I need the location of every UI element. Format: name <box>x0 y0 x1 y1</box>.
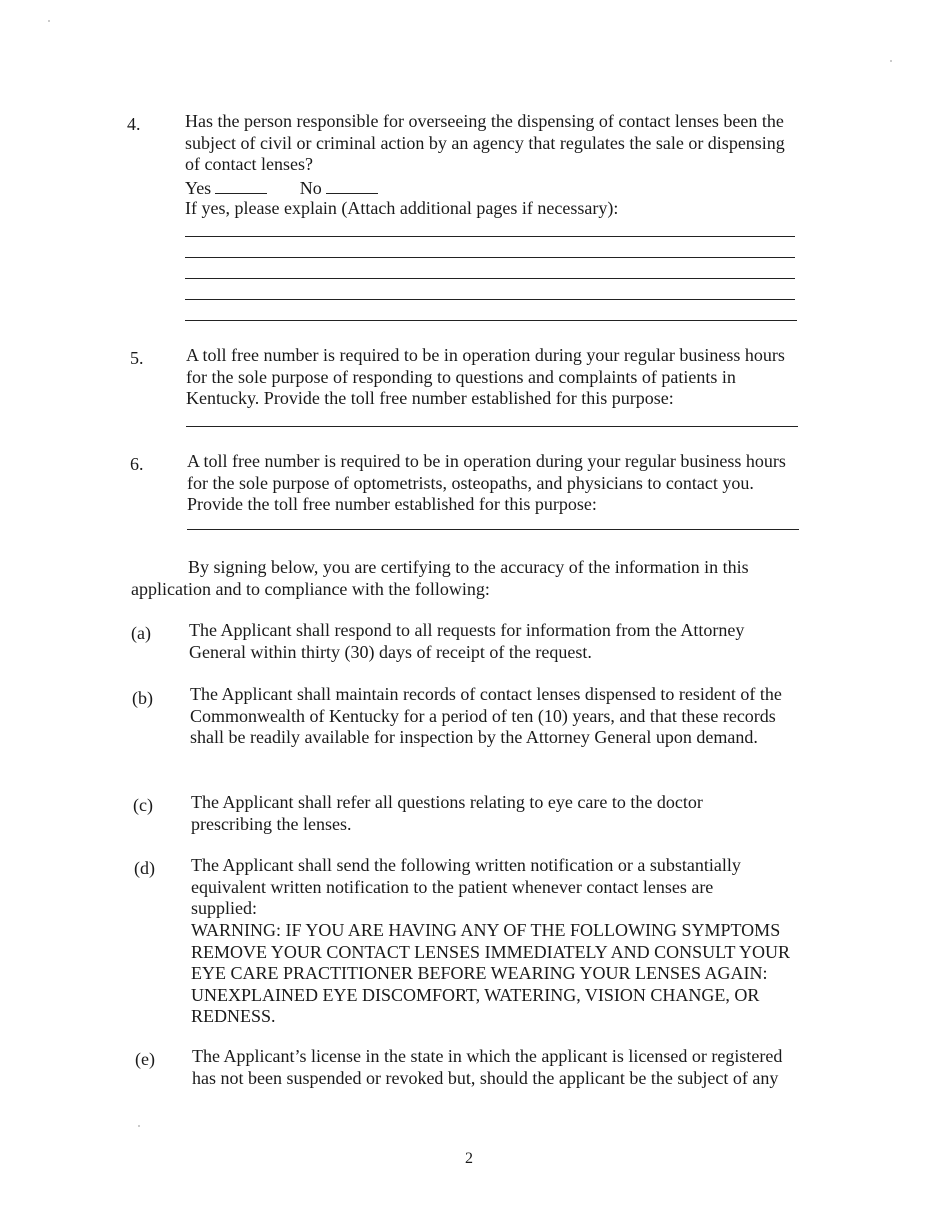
question-4-yes-no <box>185 177 585 200</box>
question-5-number: 5. <box>130 348 144 368</box>
question-5-text: A toll free number is required to be in operation during your regular business hours for the sole purpose of responding to questions and complaints of patients in Kentucky. Provide the toll free number established for this purpose: <box>186 345 785 408</box>
no-label: No <box>299 178 322 198</box>
condition-d-text: The Applicant shall send the following written notification or a substantially equivalent written notification to the patient whenever contact lenses are supplied: <box>191 855 741 918</box>
condition-b-label: (b) <box>132 688 153 708</box>
question-4-number: 4. <box>127 114 141 134</box>
condition-c-label: (c) <box>133 795 153 815</box>
condition-a-label: (a) <box>131 623 151 643</box>
toll-free-physicians-line[interactable] <box>187 529 799 530</box>
yes-blank[interactable] <box>215 177 267 194</box>
question-4-explain-label: If yes, please explain (Attach additional pages if necessary): <box>185 198 619 218</box>
condition-d-label: (d) <box>134 858 155 878</box>
question-4-text: Has the person responsible for overseeing the dispensing of contact lenses been the subject of civil or criminal action by an agency that regulates the sale or dispensing of contact lenses? <box>185 111 785 174</box>
no-blank[interactable] <box>326 177 378 194</box>
question-6-text: A toll free number is required to be in operation during your regular business hours for the sole purpose of optometrists, osteopaths, and physicians to contact you. Provide the toll free number established for this purpose: <box>187 451 786 514</box>
yes-label: Yes <box>185 178 212 198</box>
toll-free-patients-line[interactable] <box>186 426 798 427</box>
condition-b-text: The Applicant shall maintain records of contact lenses dispensed to resident of the Commonwealth of Kentucky for a period of ten (10) years, and that these records shall be readily available for inspection by the Attorney General upon demand. <box>190 684 782 747</box>
condition-e-text: The Applicant’s license in the state in which the applicant is licensed or registered has not been suspended or revoked but, should the applicant be the subject of any <box>192 1046 783 1088</box>
page-number: 2 <box>465 1150 473 1167</box>
explain-line-5[interactable] <box>185 320 797 321</box>
explain-line-2[interactable] <box>185 257 795 258</box>
explain-line-4[interactable] <box>185 299 795 300</box>
scan-speck <box>890 60 892 62</box>
scan-speck <box>48 20 50 22</box>
explain-line-3[interactable] <box>185 278 795 279</box>
condition-d-warning: WARNING: IF YOU ARE HAVING ANY OF THE FOLLOWING SYMPTOMS REMOVE YOUR CONTACT LENSES IMMEDIATELY AND CONSULT YOUR EYE CARE PRACTITIONER BEFORE WEARING YOUR LENSES AGAIN: UNEXPLAINED EYE DISCOMFORT, WATERING, VISION CHANGE, OR REDNESS. <box>191 920 790 1026</box>
condition-e-label: (e) <box>135 1049 155 1069</box>
condition-a-text: The Applicant shall respond to all requests for information from the Attorney General within thirty (30) days of receipt of the request. <box>189 620 745 662</box>
question-6-number: 6. <box>130 454 144 474</box>
explain-line-1[interactable] <box>185 236 795 237</box>
certification-intro: By signing below, you are certifying to the accuracy of the information in this application and to compliance with the following: <box>131 557 749 599</box>
condition-c-text: The Applicant shall refer all questions relating to eye care to the doctor prescribing the lenses. <box>191 792 703 834</box>
scan-speck <box>138 1125 140 1127</box>
